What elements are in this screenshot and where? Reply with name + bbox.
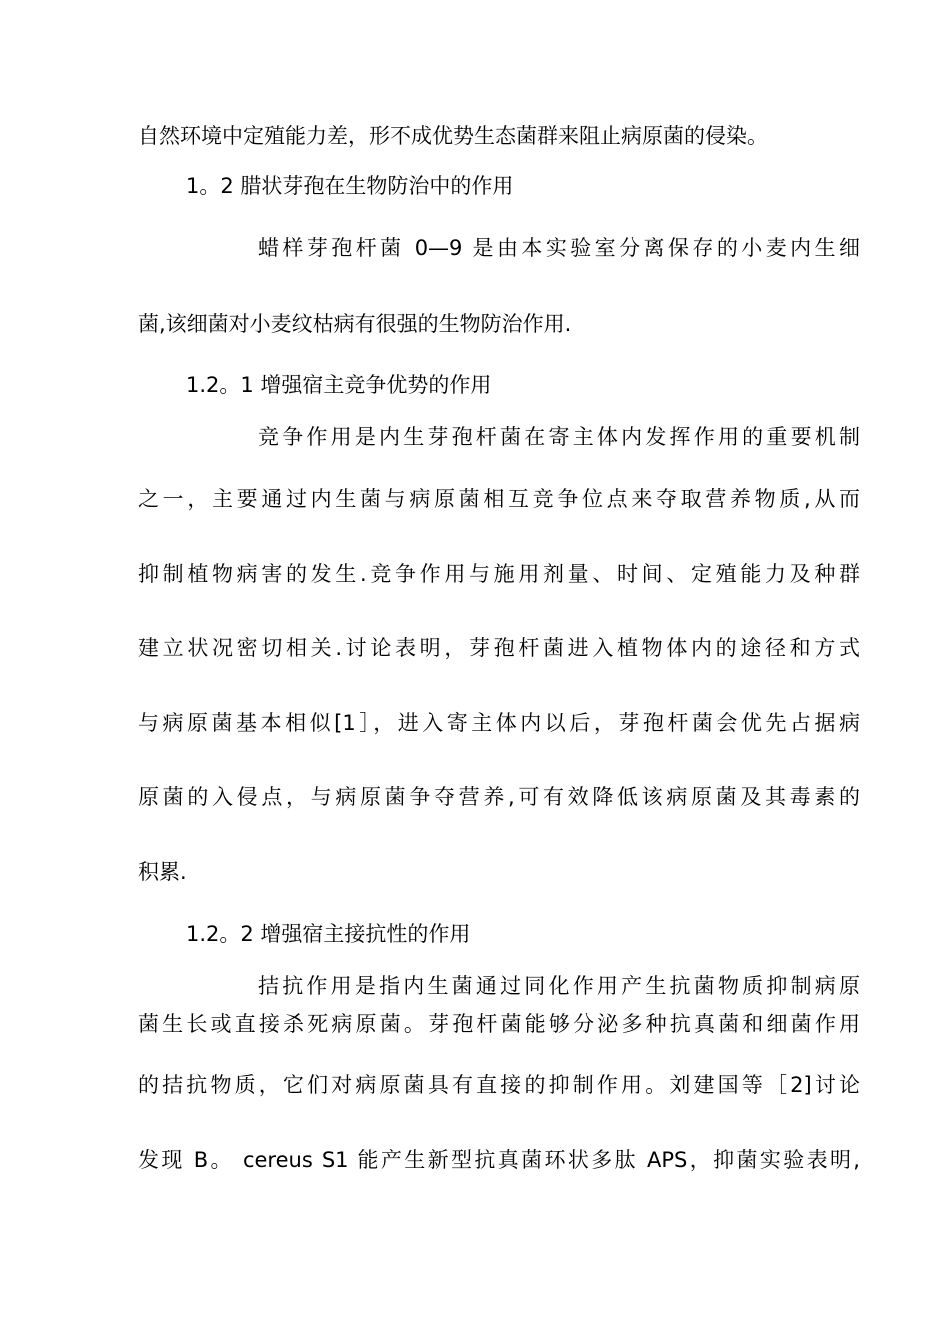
body-text-line: 之一，主要通过内生菌与病原菌相互竞争位点来夺取营养物质,从而	[138, 487, 860, 511]
body-text-line: 的拮抗物质，它们对病原菌具有直接的抑制作用。刘建国等［2]讨论	[138, 1073, 860, 1097]
body-text-line: 积累.	[138, 860, 187, 884]
body-text-line: 发现 B。 cereus S1 能产生新型抗真菌环状多肽 APS，抑菌实验表明,	[138, 1148, 860, 1172]
subsection-heading: 1.2。2 增强宿主接抗性的作用	[186, 922, 471, 946]
body-text-line: 自然环境中定殖能力差，形不成优势生态菌群来阻止病原菌的侵染。	[138, 124, 768, 148]
body-text-line: 建立状况密切相关.讨论表明，芽孢杆菌进入植物体内的途径和方式	[138, 636, 860, 660]
body-text-line: 抑制植物病害的发生.竞争作用与施用剂量、时间、定殖能力及种群	[138, 562, 860, 586]
paragraph-first-line: 竞争作用是内生芽孢杆菌在寄主体内发挥作用的重要机制	[258, 425, 860, 449]
body-text-line: 菌,该细菌对小麦纹枯病有很强的生物防治作用.	[138, 312, 572, 336]
paragraph-first-line: 拮抗作用是指内生菌通过同化作用产生抗菌物质抑制病原	[258, 974, 860, 998]
subsection-heading: 1.2。1 增强宿主竞争优势的作用	[186, 373, 492, 397]
body-text-line: 与病原菌基本相似[1］，进入寄主体内以后，芽孢杆菌会优先占据病	[138, 711, 860, 735]
section-heading: 1。2 腊状芽孢在生物防治中的作用	[186, 174, 514, 198]
body-text-line: 原菌的入侵点，与病原菌争夺营养,可有效降低该病原菌及其毒素的	[138, 785, 860, 809]
paragraph-first-line: 蜡样芽孢杆菌 0—9 是由本实验室分离保存的小麦内生细	[258, 236, 860, 260]
body-text-line: 菌生长或直接杀死病原菌。芽孢杆菌能够分泌多种抗真菌和细菌作用	[138, 1012, 860, 1036]
